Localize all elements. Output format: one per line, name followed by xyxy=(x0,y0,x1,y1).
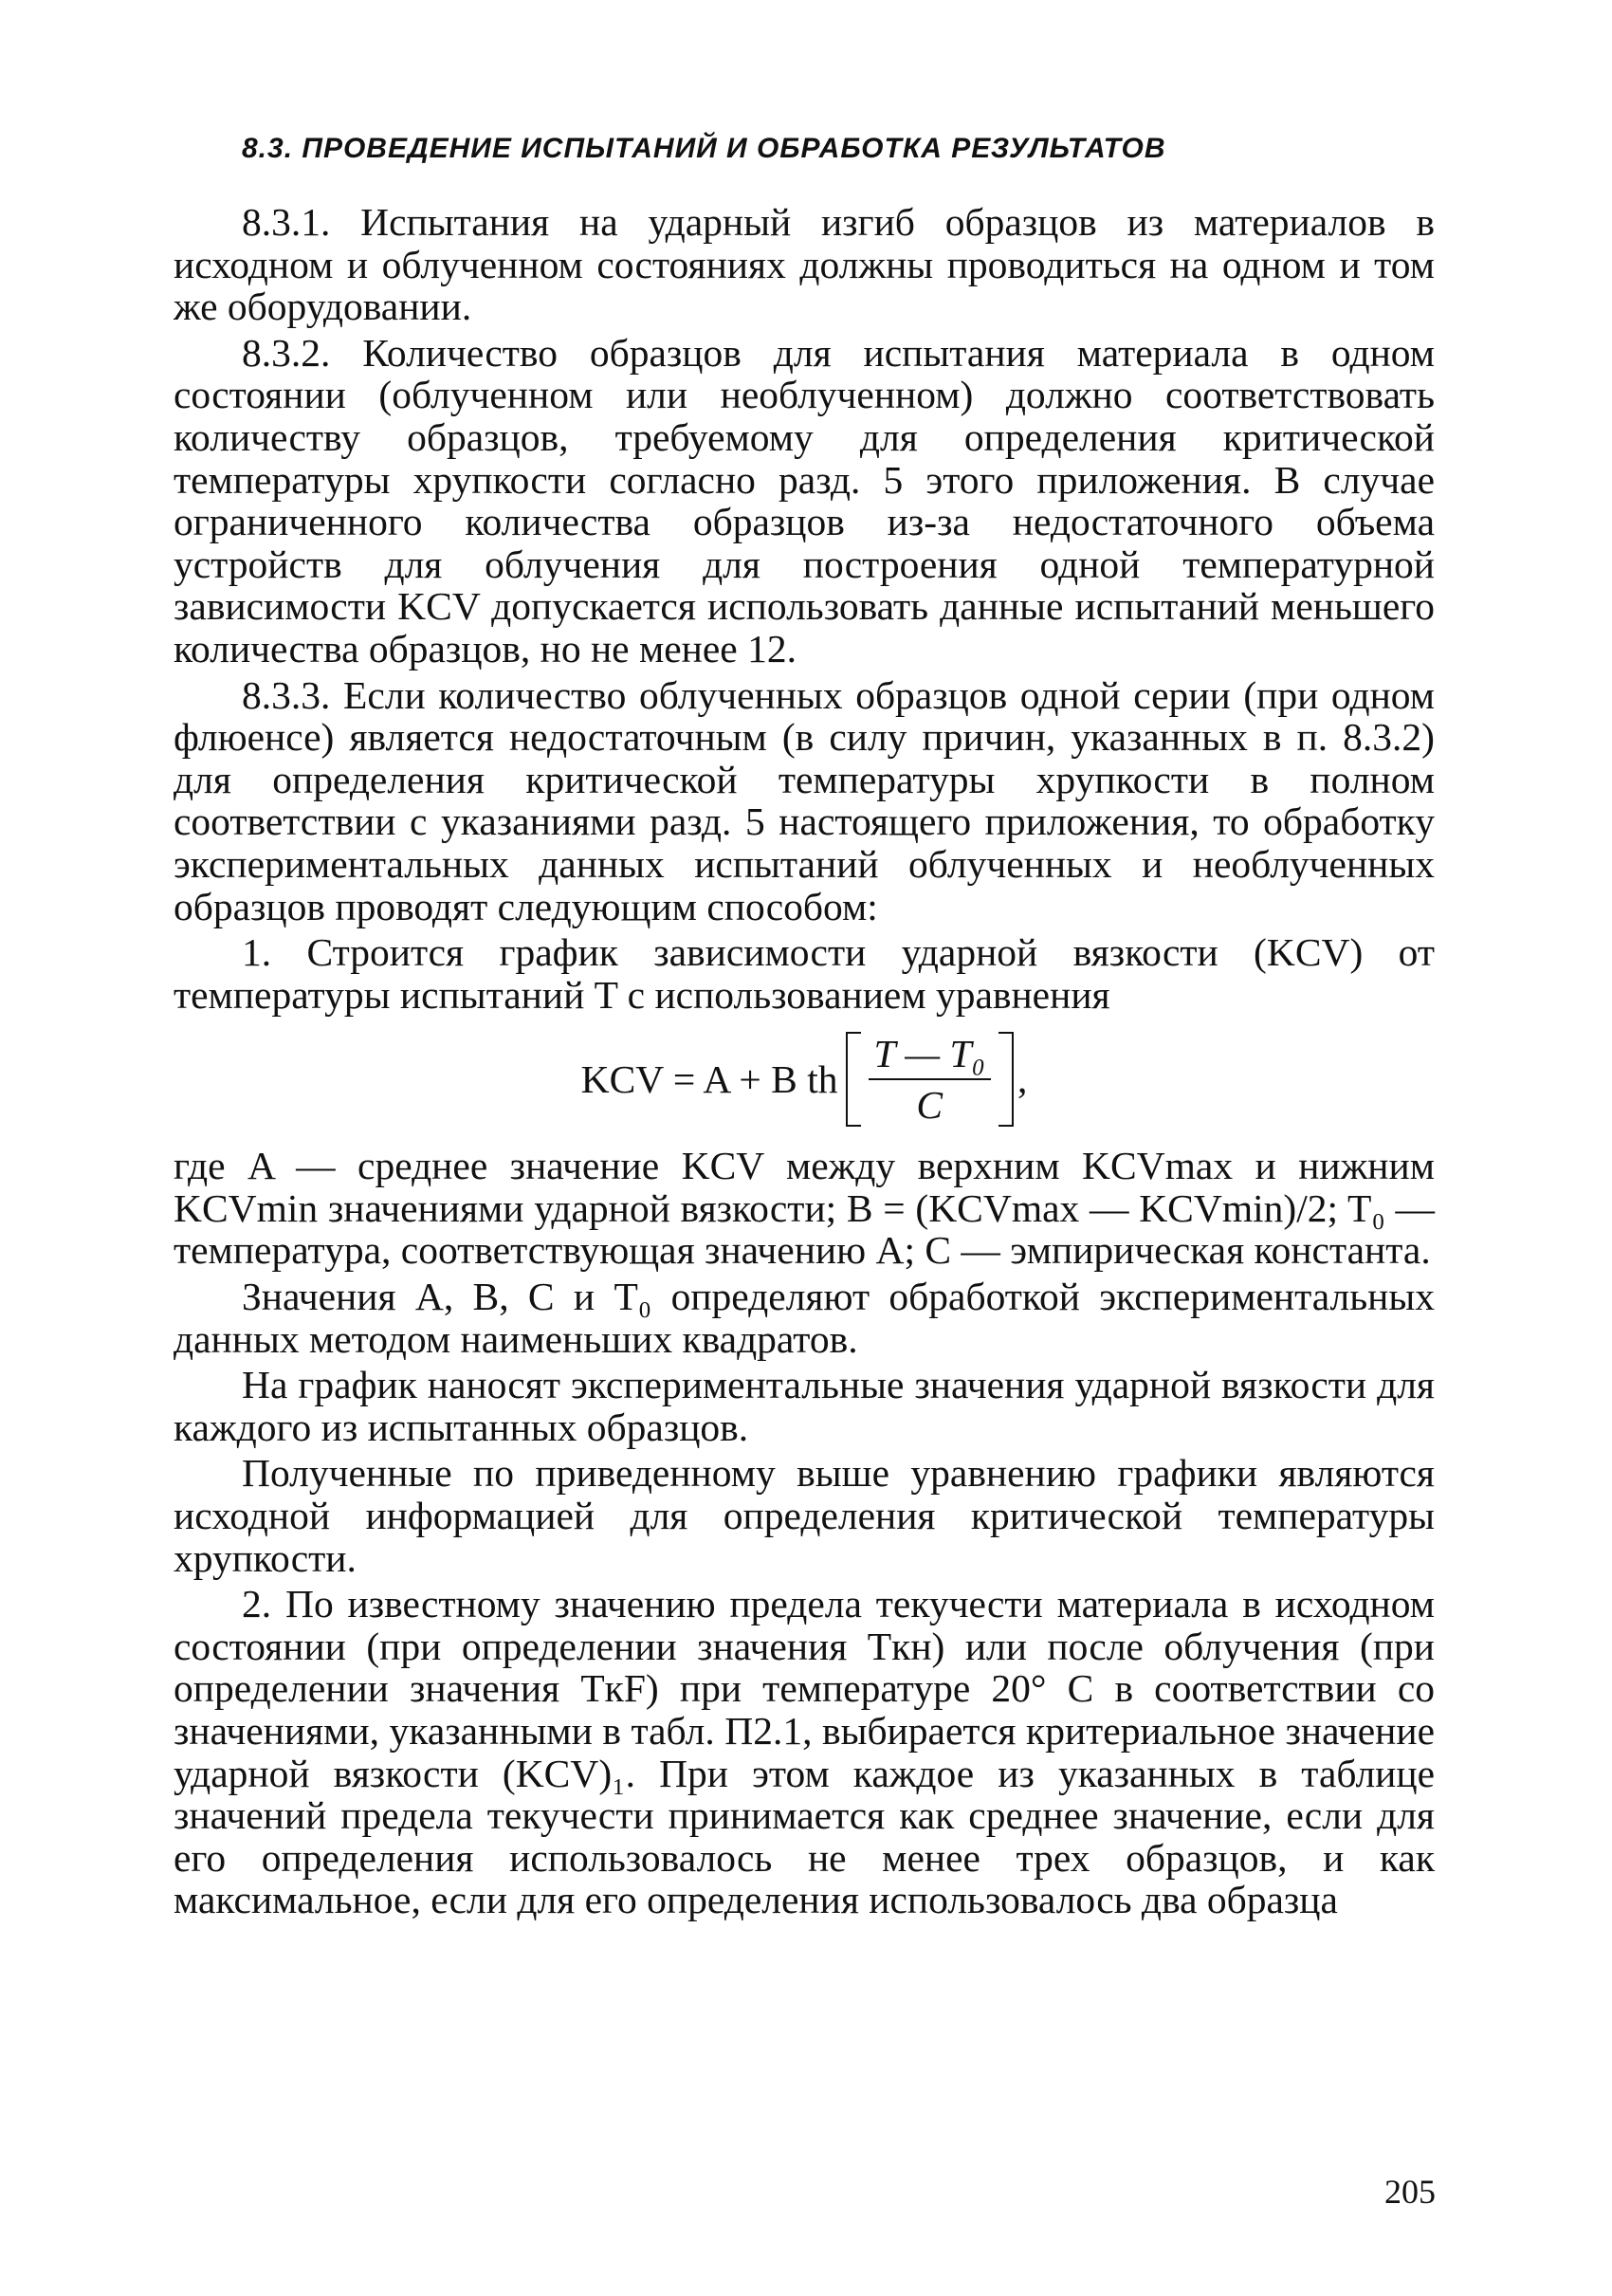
paragraph-least-squares: Значения A, B, C и T₀ определяют обработкой экспериментальных данных методом наименьших квадратов. xyxy=(174,1275,1435,1361)
paragraph-plot-points: На график наносят экспериментальные значения ударной вязкости для каждого из испытанных образцов. xyxy=(174,1363,1435,1449)
formula-bracket xyxy=(846,1031,1015,1128)
left-bracket xyxy=(846,1032,861,1127)
page-body xyxy=(174,133,1435,1925)
kcv-formula xyxy=(174,1023,1435,1135)
formula-comma: , xyxy=(1017,1057,1028,1102)
formula-denominator: C xyxy=(916,1083,943,1128)
formula-numerator: T — T₀ xyxy=(869,1031,992,1080)
paragraph-step-2: 2. По известному значению предела текучести материала в исходном состоянии (при определении значения Tкн) или после облучения (при определении значения TкF) при температуре 20° C в соответствии со значениями, указанными в табл. П2.1, выбирается критериальное значение ударной вязкости (KCV)₁. При этом каждое из указанных в таблице значений предела текучести принимается как среднее значение, если для его определения использовалось не менее трех образцов, и как максимальное, если для его определения использовалось два образца xyxy=(174,1582,1435,1922)
paragraph-step-1: 1. Строится график зависимости ударной вязкости (KCV) от температуры испытаний T с использованием уравнения xyxy=(174,930,1435,1017)
paragraph-8-3-2: 8.3.2. Количество образцов для испытания материала в одном состоянии (облученном или необлученном) должно соответствовать количеству образцов, требуемому для определения критической температуры хрупкости согласно разд. 5 этого приложения. В случае ограниченного количества образцов из-за недостаточного объема устройств для облучения для построения одной температурной зависимости KCV допускается использовать данные испытаний меньшего количества образцов, но не менее 12. xyxy=(174,330,1435,670)
section-heading: 8.3. ПРОВЕДЕНИЕ ИСПЫТАНИЙ И ОБРАБОТКА РЕЗУЛЬТАТОВ xyxy=(242,133,1166,164)
paragraph-8-3-3: 8.3.3. Если количество облученных образцов одной серии (при одном флюенсе) является недостаточным (в силу причин, указанных в п. 8.3.2) для определения критической температуры хрупкости в полном соответствии с указаниями разд. 5 настоящего приложения, то обработку экспериментальных данных испытаний облученных и необлученных образцов проводят следующим способом: xyxy=(174,672,1435,928)
page-number: 205 xyxy=(1384,2173,1436,2211)
right-bracket xyxy=(998,1032,1014,1127)
paragraph-definitions: где A — среднее значение KCV между верхним KCVmax и нижним KCVmin значениями ударной вязкости; B = (KCVmax — KCVmin)/2; T₀ — температура, соответствующая значению A; C — эмпирическая константа. xyxy=(174,1144,1435,1273)
paragraph-graphs-info: Полученные по приведенному выше уравнению графики являются исходной информацией для определения критической температуры хрупкости. xyxy=(174,1451,1435,1580)
paragraph-8-3-1: 8.3.1. Испытания на ударный изгиб образцов из материалов в исходном и облученном состояниях должны проводиться на одном и том же оборудовании. xyxy=(174,200,1435,329)
formula-lhs: KCV = A + B th xyxy=(580,1057,838,1102)
formula-fraction xyxy=(869,1031,992,1128)
